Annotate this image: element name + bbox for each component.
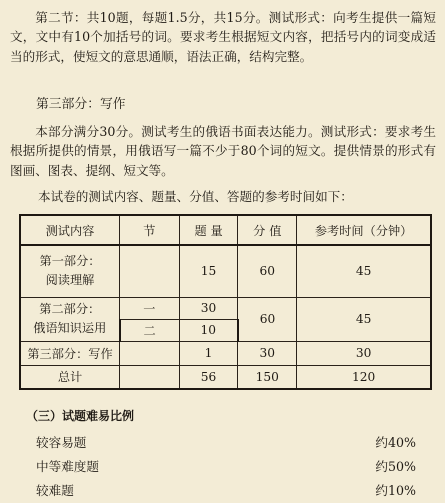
table-row [20,297,431,319]
table-intro: 本试卷的测试内容、题量、分值、答题的参考时间如下： [38,189,353,204]
section2-paragraph: 第二节：共10题，每题1.5分，共15分。测试形式：向考生提供一篇短文，文中有10个加括号的词。要求考生根据短文内容，把括号内的词变成适当的形式，使短文的意思通顺，语法正确，结构完整。 [10,10,436,64]
difficulty-value: 约40% [375,435,416,450]
part2-content-cell [20,297,120,341]
part3-paragraph: 本部分满分30分。测试考生的俄语书面表达能力。测试形式：要求考生根据所提供的情景，用俄语写一篇不少于80个词的短文。提供情景的形式有图画、图表、提纲、短文等。 [10,124,436,178]
part2-section1-cell: 一 [120,297,180,319]
part3-heading: 第三部分：写作 [36,97,126,112]
part2-time-cell: 45 [297,297,431,341]
difficulty-label: 中等难度题 [36,459,99,474]
total-count-cell: 56 [179,365,238,389]
header-count: 题 量 [179,215,238,245]
part1-line1: 第一部分： [39,254,101,269]
part3-content-cell: 第三部分：写作 [20,341,120,365]
part3-score-cell: 30 [238,341,297,365]
total-score-cell: 150 [238,365,297,389]
part2-count1-cell: 30 [179,297,238,319]
part2-count2-cell: 10 [179,319,238,341]
difficulty-value: 约10% [375,483,416,498]
part1-score-cell: 60 [238,245,297,297]
table-row [20,341,431,365]
part2-line2: 俄语知识运用 [33,321,107,335]
table-header-row [20,215,431,245]
difficulty-label: 较难题 [36,483,74,498]
table-row [20,245,431,297]
total-time-cell: 120 [297,365,431,389]
part1-count-cell: 15 [179,245,238,297]
header-content: 测试内容 [20,215,120,245]
part2-line1: 第二部分： [39,302,101,316]
difficulty-row [36,456,416,474]
header-time: 参考时间（分钟） [297,215,431,245]
difficulty-value: 约50% [375,459,416,474]
part1-line2: 阅读理解 [45,273,95,288]
part1-section-cell [120,245,180,297]
part2-section2-cell: 二 [120,319,180,341]
total-section-cell [120,365,180,389]
header-section: 节 [120,215,180,245]
exam-structure-table [19,214,432,390]
difficulty-row [36,480,416,498]
part3-time-cell: 30 [297,341,431,365]
part3-count-cell: 1 [179,341,238,365]
part1-content-cell [20,245,120,297]
header-score: 分 值 [238,215,297,245]
difficulty-label: 较容易题 [36,435,87,450]
total-label-cell: 总计 [20,365,120,389]
part2-score-cell: 60 [238,297,297,341]
part3-section-cell [120,341,180,365]
table-total-row [20,365,431,389]
difficulty-row [36,432,416,450]
difficulty-heading: （三）试题难易比例 [26,409,135,423]
part1-time-cell: 45 [297,245,431,297]
